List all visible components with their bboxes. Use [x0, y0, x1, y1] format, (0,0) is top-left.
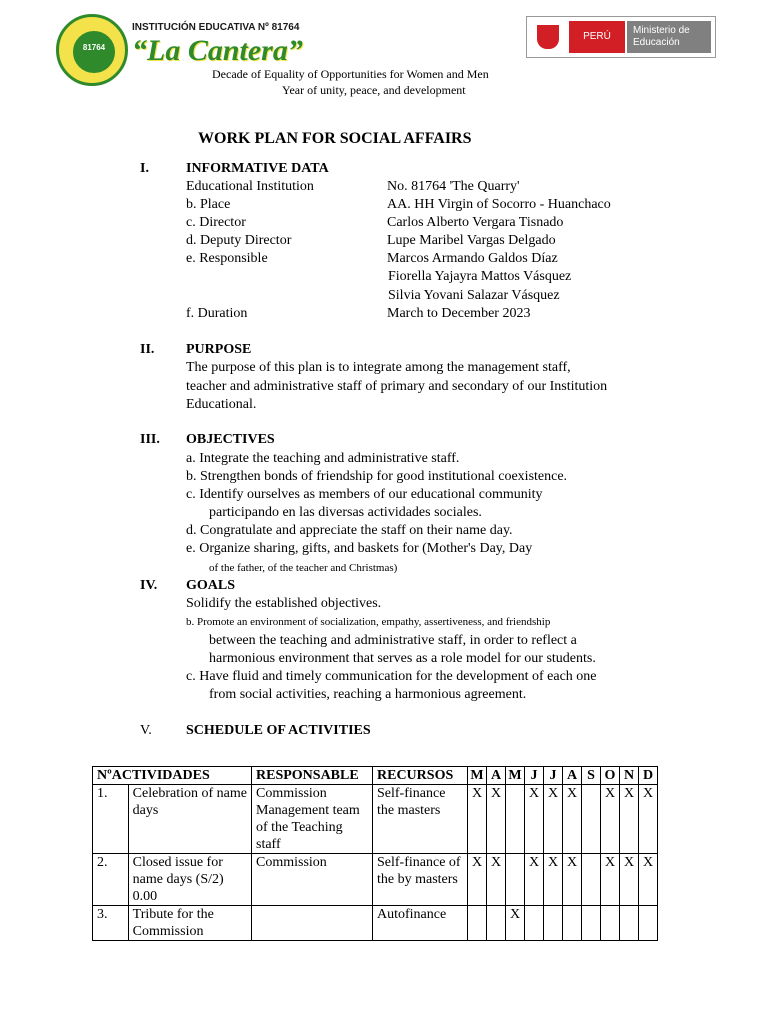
goal-item: b. Promote an environment of socialization, empathy, assertiveness, and friendship	[186, 616, 551, 628]
month-header: A	[563, 767, 582, 785]
month-mark-cell: X	[601, 785, 620, 854]
info-label: f. Duration	[186, 306, 248, 321]
month-mark-cell	[506, 854, 525, 906]
month-header: A	[487, 767, 506, 785]
section-number: IV.	[140, 578, 158, 593]
month-mark-cell: X	[544, 785, 563, 854]
month-header: J	[544, 767, 563, 785]
institution-name-logo: “La Cantera”	[132, 34, 303, 67]
institution-top-label: INSTITUCIÓN EDUCATIVA Nº 81764	[132, 22, 300, 33]
section-heading: OBJECTIVES	[186, 432, 275, 447]
decade-line: Decade of Equality of Opportunities for Women and Men	[212, 67, 489, 81]
info-value: Silvia Yovani Salazar Vásquez	[388, 288, 560, 303]
month-mark-cell: X	[525, 785, 544, 854]
objective-item-continued: participando en las diversas actividades sociales.	[209, 505, 482, 520]
month-header: O	[601, 767, 620, 785]
responsible-cell	[252, 906, 373, 941]
month-mark-cell: X	[525, 854, 544, 906]
month-mark-cell: X	[487, 785, 506, 854]
section-heading: INFORMATIVE DATA	[186, 161, 329, 176]
purpose-line: teacher and administrative staff of primary and secondary of our Institution	[186, 379, 608, 394]
table-row	[93, 906, 658, 941]
activity-cell: Celebration of name days	[128, 785, 251, 854]
document-title: WORK PLAN FOR SOCIAL AFFAIRS	[198, 130, 472, 147]
month-mark-cell	[582, 854, 601, 906]
month-mark-cell	[582, 785, 601, 854]
objective-item: b. Strengthen bonds of friendship for good institutional coexistence.	[186, 469, 568, 484]
section-heading: GOALS	[186, 578, 236, 593]
column-header: RECURSOS	[373, 767, 468, 785]
month-mark-cell: X	[506, 906, 525, 941]
month-mark-cell: X	[487, 854, 506, 906]
info-value: Lupe Maribel Vargas Delgado	[387, 233, 556, 248]
month-mark-cell: X	[544, 854, 563, 906]
info-label: b. Place	[186, 197, 231, 212]
row-number-cell: 3.	[93, 906, 129, 941]
info-value: March to December 2023	[387, 306, 531, 321]
activity-cell: Closed issue for name days (S/2) 0.00	[128, 854, 251, 906]
info-label: d. Deputy Director	[186, 233, 292, 248]
column-header: NºACTIVIDADES	[93, 767, 252, 785]
resources-cell: Self-finance the masters	[373, 785, 468, 854]
month-mark-cell	[639, 906, 658, 941]
month-mark-cell: X	[468, 854, 487, 906]
month-mark-cell: X	[563, 854, 582, 906]
info-label: c. Director	[186, 215, 246, 230]
table-row	[93, 854, 658, 906]
section-number: III.	[140, 432, 160, 447]
section-number: V.	[140, 723, 152, 738]
goal-item-continued: between the teaching and administrative staff, in order to reflect a	[209, 633, 577, 648]
month-header: M	[506, 767, 525, 785]
month-mark-cell: X	[639, 785, 658, 854]
column-header: RESPONSABLE	[252, 767, 373, 785]
row-number-cell: 2.	[93, 854, 129, 906]
month-mark-cell: X	[620, 785, 639, 854]
month-mark-cell	[620, 906, 639, 941]
responsible-cell: Commission	[252, 854, 373, 906]
info-value: Carlos Alberto Vergara Tisnado	[387, 215, 564, 230]
goal-item: Solidify the established objectives.	[186, 596, 382, 611]
month-mark-cell: X	[563, 785, 582, 854]
schedule-table-body	[93, 785, 658, 941]
info-value: Marcos Armando Galdos Díaz	[387, 251, 558, 266]
responsible-cell: Commission Management team of the Teaching staff	[252, 785, 373, 854]
objective-item: a. Integrate the teaching and administrative staff.	[186, 451, 460, 466]
table-header-row	[93, 767, 658, 785]
info-label: e. Responsible	[186, 251, 268, 266]
info-label: Educational Institution	[186, 179, 314, 194]
goal-item: c. Have fluid and timely communication for the development of each one	[186, 669, 597, 684]
activity-cell: Tribute for the Commission	[128, 906, 251, 941]
section-heading: SCHEDULE OF ACTIVITIES	[186, 723, 371, 738]
goal-item-continued: harmonious environment that serves as a role model for our students.	[209, 651, 596, 666]
month-mark-cell	[525, 906, 544, 941]
month-mark-cell	[601, 906, 620, 941]
info-value: AA. HH Virgin of Socorro - Huanchaco	[387, 197, 611, 212]
month-mark-cell: X	[639, 854, 658, 906]
resources-cell: Autofinance	[373, 906, 468, 941]
section-number: II.	[140, 342, 155, 357]
year-line: Year of unity, peace, and development	[282, 83, 466, 97]
coat-of-arms-icon	[531, 21, 565, 53]
month-header: J	[525, 767, 544, 785]
info-value: Fiorella Yajayra Mattos Vásquez	[388, 269, 572, 284]
goal-item-continued: from social activities, reaching a harmonious agreement.	[209, 687, 527, 702]
month-mark-cell: X	[601, 854, 620, 906]
objective-item: e. Organize sharing, gifts, and baskets for (Mother's Day, Day	[186, 541, 533, 556]
month-header: N	[620, 767, 639, 785]
resources-cell: Self-finance of the by masters	[373, 854, 468, 906]
row-number-cell: 1.	[93, 785, 129, 854]
objective-item-continued: of the father, of the teacher and Christmas)	[209, 562, 398, 574]
month-mark-cell	[468, 906, 487, 941]
purpose-line: Educational.	[186, 397, 257, 412]
month-mark-cell	[487, 906, 506, 941]
month-header: S	[582, 767, 601, 785]
month-header: D	[639, 767, 658, 785]
section-heading: PURPOSE	[186, 342, 252, 357]
month-mark-cell: X	[620, 854, 639, 906]
month-mark-cell	[544, 906, 563, 941]
month-mark-cell	[582, 906, 601, 941]
month-mark-cell	[506, 785, 525, 854]
objective-item: d. Congratulate and appreciate the staff on their name day.	[186, 523, 513, 538]
info-value: No. 81764 'The Quarry'	[387, 179, 520, 194]
section-number: I.	[140, 161, 149, 176]
month-mark-cell: X	[468, 785, 487, 854]
purpose-line: The purpose of this plan is to integrate among the management staff,	[186, 360, 571, 375]
month-mark-cell	[563, 906, 582, 941]
ministry-logo: PERÚ Ministerio de Educación	[526, 16, 716, 58]
objective-item: c. Identify ourselves as members of our educational community	[186, 487, 543, 502]
school-seal-logo: 81764	[56, 14, 128, 86]
table-row	[93, 785, 658, 854]
schedule-table	[92, 766, 658, 941]
month-header: M	[468, 767, 487, 785]
